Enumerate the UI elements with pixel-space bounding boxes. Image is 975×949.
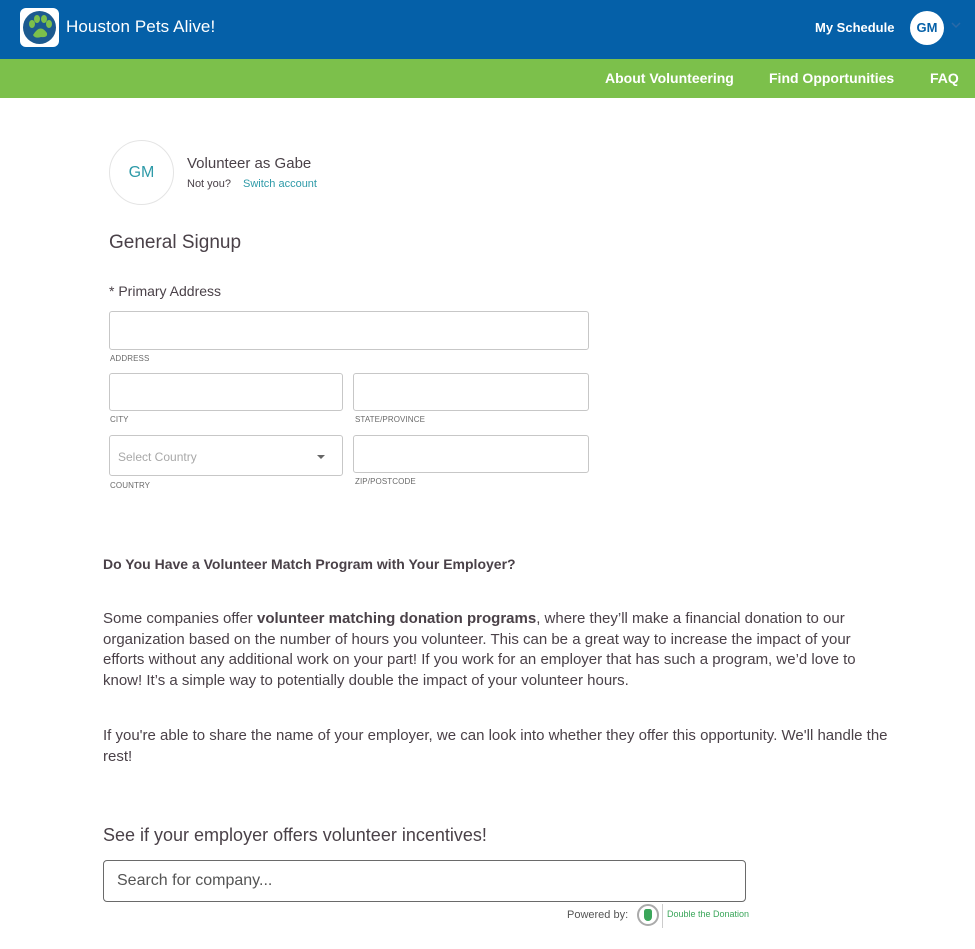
brand-name[interactable]: Houston Pets Alive! (66, 17, 216, 36)
dropdown-caret-icon (317, 455, 325, 459)
zip-field[interactable] (353, 435, 589, 473)
country-placeholder: Select Country (118, 450, 197, 464)
match-highlight: volunteer matching donation programs (256, 610, 537, 627)
nav-about-volunteering[interactable]: About Volunteering (605, 70, 734, 86)
nav-find-opportunities[interactable]: Find Opportunities (769, 70, 895, 86)
address-label: ADDRESS (110, 354, 150, 363)
match-program-heading: Do You Have a Volunteer Match Program with Your Employer? (103, 556, 516, 572)
share-employer-text: If you're able to share the name of your employer, we can look into whether they offer this opportunity. We'll handle the rest! (103, 727, 888, 765)
double-the-donation-logo-icon (637, 904, 659, 926)
zip-input[interactable] (354, 436, 588, 472)
volunteer-avatar: GM (109, 140, 174, 205)
chevron-down-icon[interactable] (951, 20, 961, 30)
company-search-box[interactable] (103, 860, 746, 902)
state-label: STATE/PROVINCE (355, 415, 426, 424)
user-avatar[interactable]: GM (910, 11, 944, 45)
city-input[interactable] (110, 374, 342, 410)
my-schedule-link[interactable]: My Schedule (815, 20, 895, 35)
form-title: General Signup (109, 232, 242, 253)
logo-divider (662, 904, 663, 928)
address-field[interactable] (109, 311, 589, 350)
primary-address-label: * Primary Address (109, 283, 222, 299)
city-label: CITY (110, 415, 129, 424)
zip-label: ZIP/POSTCODE (355, 477, 416, 486)
not-you-label: Not you? (187, 178, 232, 190)
city-field[interactable] (109, 373, 343, 411)
match-description: Some companies offer volunteer matching donation programs, where they’ll make a financial donation to our organization based on the number of hours you volunteer. This can be a great way to increase the impact of your efforts without any additional work on your part! If you work for an employer that has such a program, we’d love to know! It’s a simple way to potentially double the impact of your volunteer hours. (103, 610, 856, 689)
country-select[interactable] (109, 435, 343, 476)
company-search-input[interactable] (104, 861, 745, 901)
state-field[interactable] (353, 373, 589, 411)
top-header (0, 0, 975, 59)
volunteer-as-label: Volunteer as Gabe (187, 155, 312, 172)
incentives-title: See if your employer offers volunteer incentives! (103, 825, 487, 845)
nav-faq[interactable]: FAQ (930, 70, 959, 86)
address-input[interactable] (110, 312, 588, 349)
powered-by-label: Powered by: (567, 909, 629, 921)
nav-bar (0, 59, 975, 98)
paw-logo-icon[interactable] (20, 8, 59, 47)
country-label: COUNTRY (110, 481, 151, 490)
state-input[interactable] (354, 374, 588, 410)
switch-account-link[interactable]: Switch account (243, 178, 317, 190)
provider-name[interactable]: Double the Donation (667, 909, 750, 919)
